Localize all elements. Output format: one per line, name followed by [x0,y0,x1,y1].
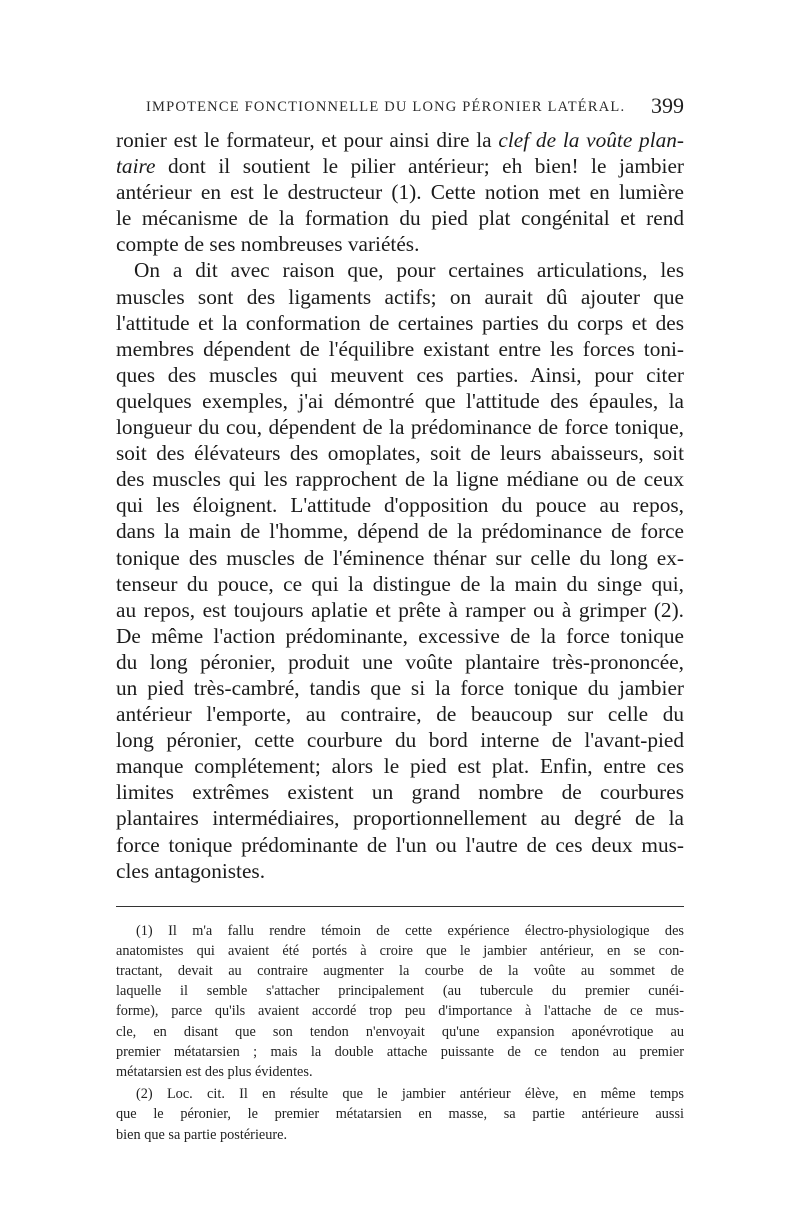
footnote-line: tractant, devait au contraire augmenter la courbe de la voûte au sommet de [116,963,684,980]
text-line: le mécanisme de la formation du pied plat congénital et rend [116,206,684,231]
footnotes [116,921,684,1145]
footnote-line: cle, en disant que son tendon n'envoyait qu'une expansion aponévrotique au [116,1023,684,1040]
text-line: manque complétement; alors le pied est plat. Enfin, entre ces [116,754,684,779]
running-header [116,93,684,127]
page-number: 399 [651,93,684,118]
text-line: compte de ses nombreuses variétés. [116,232,420,257]
footnote-line: métatarsien est des plus évidentes. [116,1064,313,1081]
text-line: force tonique prédominante de l'un ou l'autre de ces deux mus- [116,832,684,857]
text-line: antérieur l'emporte, au contraire, de beaucoup sur celle du [116,702,684,727]
text-line: De même l'action prédominante, excessive de la force tonique [116,623,684,648]
footnote-line: premier métatarsien ; mais la double attache puissante de ce tendon au premier [116,1043,684,1060]
text-line: cles antagonistes. [116,858,266,883]
text-line: l'attitude et la conformation de certaines parties du corps et des [116,310,684,335]
italic-term: taire [116,154,156,179]
book-page [116,93,684,1145]
running-title: IMPOTENCE FONCTIONNELLE DU LONG PÉRONIER LATÉRAL. [146,99,626,115]
paragraph-1 [116,127,684,257]
footnote-line: laquelle il semble s'attacher principalement (au tubercule du premier cunéi- [116,983,684,1000]
footnote-divider [116,906,684,907]
text-line: longueur du cou, dépendent de la prédominance de force tonique, [116,415,684,440]
paragraph-2 [116,257,684,883]
text-line: qui les éloignent. L'attitude d'opposition du pouce au repos, [116,493,684,518]
footnote-line: anatomistes qui avaient été portés à croire que le jambier antérieur, en se con- [116,942,684,959]
text-line: au repos, est toujours aplatie et prête à ramper ou à grimper (2). [116,597,684,622]
main-text [116,127,684,884]
footnote-line: (1) Il m'a fallu rendre témoin de cette expérience électro-physiologique des [136,922,684,939]
footnote-2 [116,1084,684,1145]
footnote-line: que le péronier, le premier métatarsien en masse, sa partie antérieure aussi [116,1106,684,1123]
text-line: ronier est le formateur, et pour ainsi dire la clef de la voûte plan- [116,128,685,152]
text-line: antérieur en est le destructeur (1). Cette notion met en lumière [116,180,684,205]
text-line: muscles sont des ligaments actifs; on aurait dû ajouter que [116,284,684,309]
text-line: soit des élévateurs des omoplates, soit de leurs abaisseurs, soit [116,441,684,466]
text-line: quelques exemples, j'ai démontré que l'attitude des épaules, la [116,388,684,413]
text-line: un pied très-cambré, tandis que si la force tonique du jambier [116,675,684,700]
text-line: limites extrêmes existent un grand nombre de courbures [116,780,684,805]
text-line: dans la main de l'homme, dépend de la prédominance de force [116,519,684,544]
footnote-1 [116,921,684,1083]
footnote-line: forme), parce qu'ils avaient accordé trop peu d'importance à l'attache de ce mus- [116,1003,684,1020]
footnote-line: bien que sa partie postérieure. [116,1126,288,1143]
text-line: du long péronier, produit une voûte plantaire très-prononcée, [116,649,684,674]
footnote-line: (2) Loc. cit. Il en résulte que le jambier antérieur élève, en même temps [136,1086,684,1103]
text-line: On a dit avec raison que, pour certaines articulations, les [134,258,684,283]
text-line: taire dont il soutient le pilier antérieur; eh bien! le jambier [116,154,684,179]
text-line: tenseur du pouce, ce qui la distingue de la main du singe qui, [116,571,684,596]
text-line: long péronier, cette courbure du bord interne de l'avant-pied [116,728,684,753]
text-line: des muscles qui les rapprochent de la ligne médiane ou de ceux [116,467,684,492]
text-line: membres dépendent de l'équilibre existant entre les forces toni- [116,336,684,361]
text-line: plantaires intermédiaires, proportionnellement au degré de la [116,806,684,831]
text-line: ques des muscles qui meuvent ces parties. Ainsi, pour citer [116,362,684,387]
italic-term: clef de la voûte plan- [498,128,685,152]
text-line: tonique des muscles de l'éminence thénar sur celle du long ex- [116,545,684,570]
